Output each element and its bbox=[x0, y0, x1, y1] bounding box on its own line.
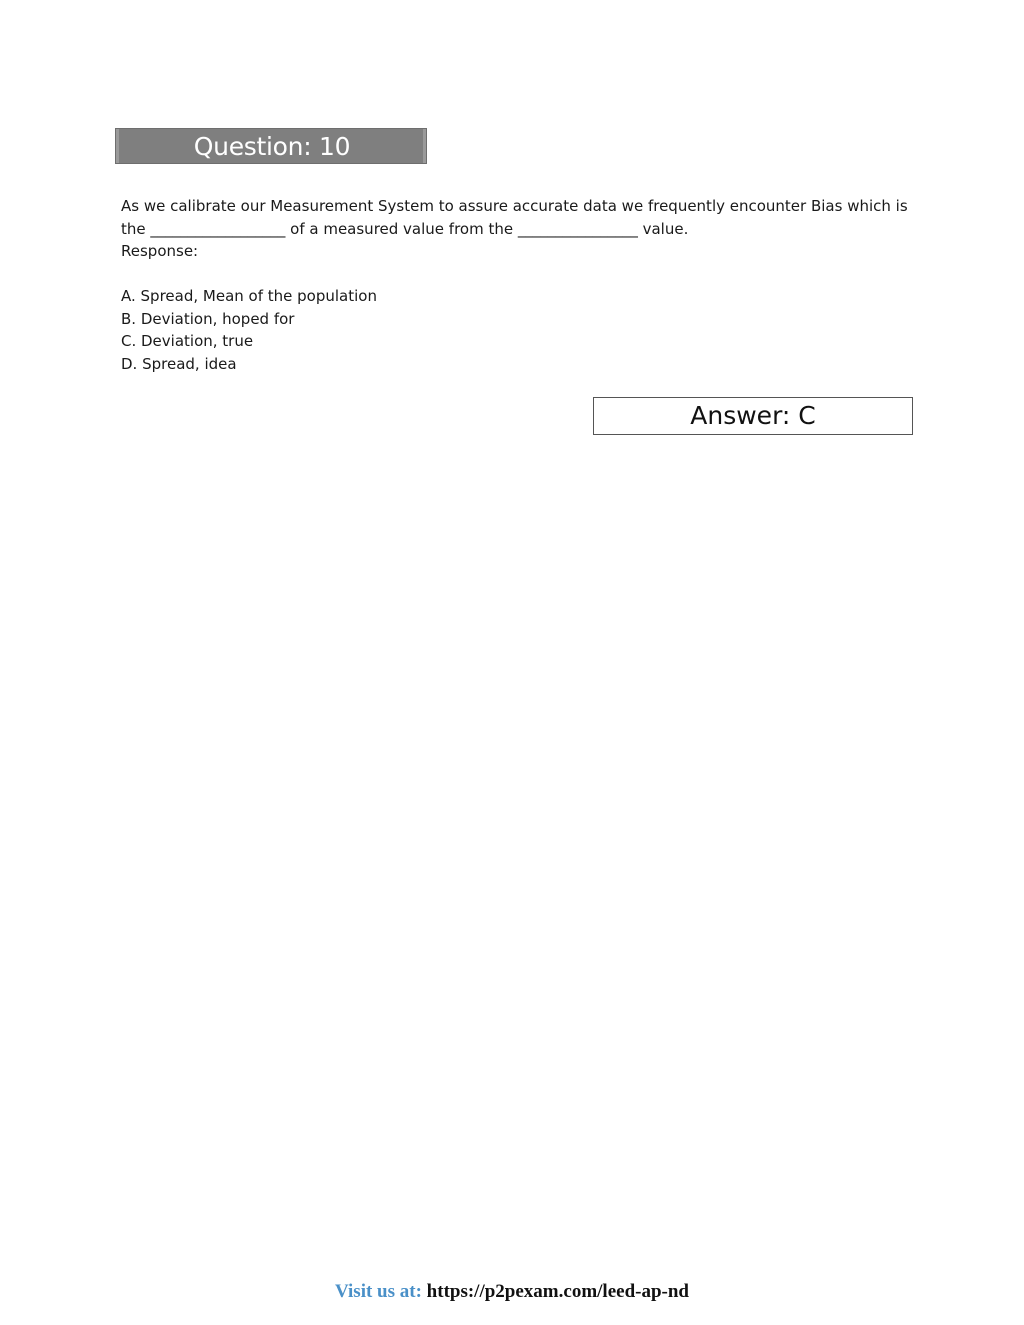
spacer bbox=[121, 263, 921, 286]
option-b: B. Deviation, hoped for bbox=[121, 309, 295, 328]
question-header bbox=[115, 128, 427, 164]
question-body bbox=[121, 195, 921, 375]
option-d: D. Spread, idea bbox=[121, 354, 237, 373]
answer-label: Answer: C bbox=[690, 401, 816, 430]
footer bbox=[0, 1281, 1024, 1303]
answer-options-list bbox=[121, 285, 921, 375]
response-label: Response: bbox=[121, 242, 199, 260]
question-title: Question: 10 bbox=[193, 132, 351, 161]
option-a: A. Spread, Mean of the population bbox=[121, 287, 377, 305]
answer-box bbox=[593, 397, 913, 435]
question-text-line-2: the __________________ of a measured value from the ________________ value. bbox=[121, 219, 689, 238]
footer-visit-label: Visit us at: bbox=[335, 1281, 422, 1302]
question-text-line-1: As we calibrate our Measurement System to assure accurate data we frequently encounter Bias which is bbox=[121, 197, 908, 215]
footer-url-link[interactable]: https://p2pexam.com/leed-ap-nd bbox=[426, 1281, 689, 1302]
option-c: C. Deviation, true bbox=[121, 332, 254, 350]
